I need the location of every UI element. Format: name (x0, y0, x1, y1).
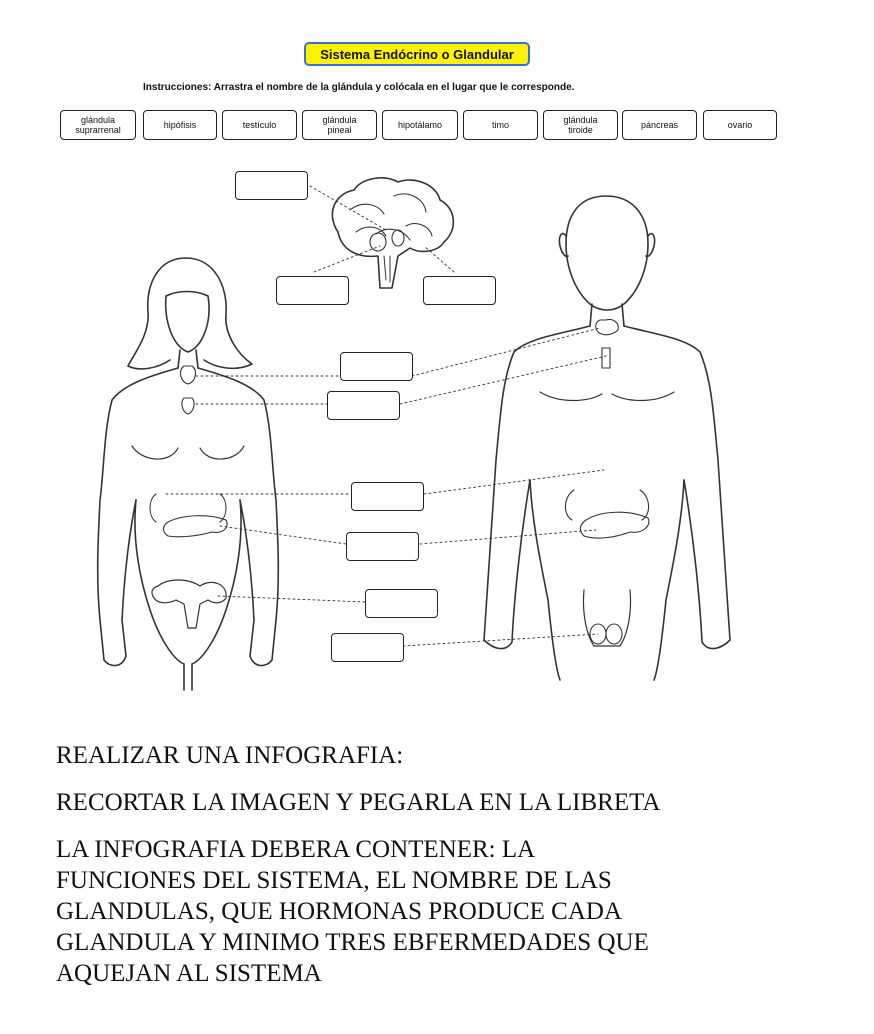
drop-slot-2[interactable] (276, 276, 349, 305)
paragraph-line: LA INFOGRAFIA DEBERA CONTENER: LA (56, 836, 536, 863)
paragraph-line: GLANDULAS, QUE HORMONAS PRODUCE CADA (56, 898, 623, 925)
drop-slot-7[interactable] (346, 532, 419, 561)
chip-label: tiroide (568, 125, 593, 135)
chip-label: hipotálamo (397, 120, 443, 130)
drop-slot-9[interactable] (331, 633, 404, 662)
female-body-drawing (98, 258, 279, 690)
assignment-paragraph (56, 834, 649, 989)
assignment-line-1: REALIZAR UNA INFOGRAFIA: (56, 742, 404, 769)
chip-label: páncreas (640, 120, 679, 130)
paragraph-line: FUNCIONES DEL SISTEMA, EL NOMBRE DE LAS (56, 867, 612, 894)
chip-label: glándula (563, 115, 598, 125)
chip-label: hipófisis (163, 120, 197, 130)
chip-label: glándula (322, 115, 357, 125)
drop-slot-8[interactable] (365, 589, 438, 618)
chip-label: suprarrenal (75, 125, 121, 135)
paragraph-line: AQUEJAN AL SISTEMA (56, 960, 322, 987)
drop-slot-6[interactable] (351, 482, 424, 511)
chip-label: pineal (327, 125, 352, 135)
chip-label: testículo (242, 120, 277, 130)
brain-drawing (332, 178, 453, 288)
male-body-drawing (484, 196, 730, 680)
drop-slot-3[interactable] (423, 276, 496, 305)
assignment-line-2: RECORTAR LA IMAGEN Y PEGARLA EN LA LIBRETA (56, 789, 661, 816)
chip-label: timo (491, 120, 509, 130)
drop-slot-1[interactable] (235, 171, 308, 200)
drop-slot-4[interactable] (340, 352, 413, 381)
chip-label: ovario (727, 120, 753, 130)
drop-slot-5[interactable] (327, 391, 400, 420)
chip-label: glándula (80, 115, 116, 125)
worksheet-title: Sistema Endócrino o Glandular (304, 42, 530, 66)
paragraph-line: GLANDULA Y MINIMO TRES EBFERMEDADES QUE (56, 929, 649, 956)
instructions-text: Instrucciones: Arrastra el nombre de la glándula y colócala en el lugar que le corresponde. (143, 82, 575, 93)
